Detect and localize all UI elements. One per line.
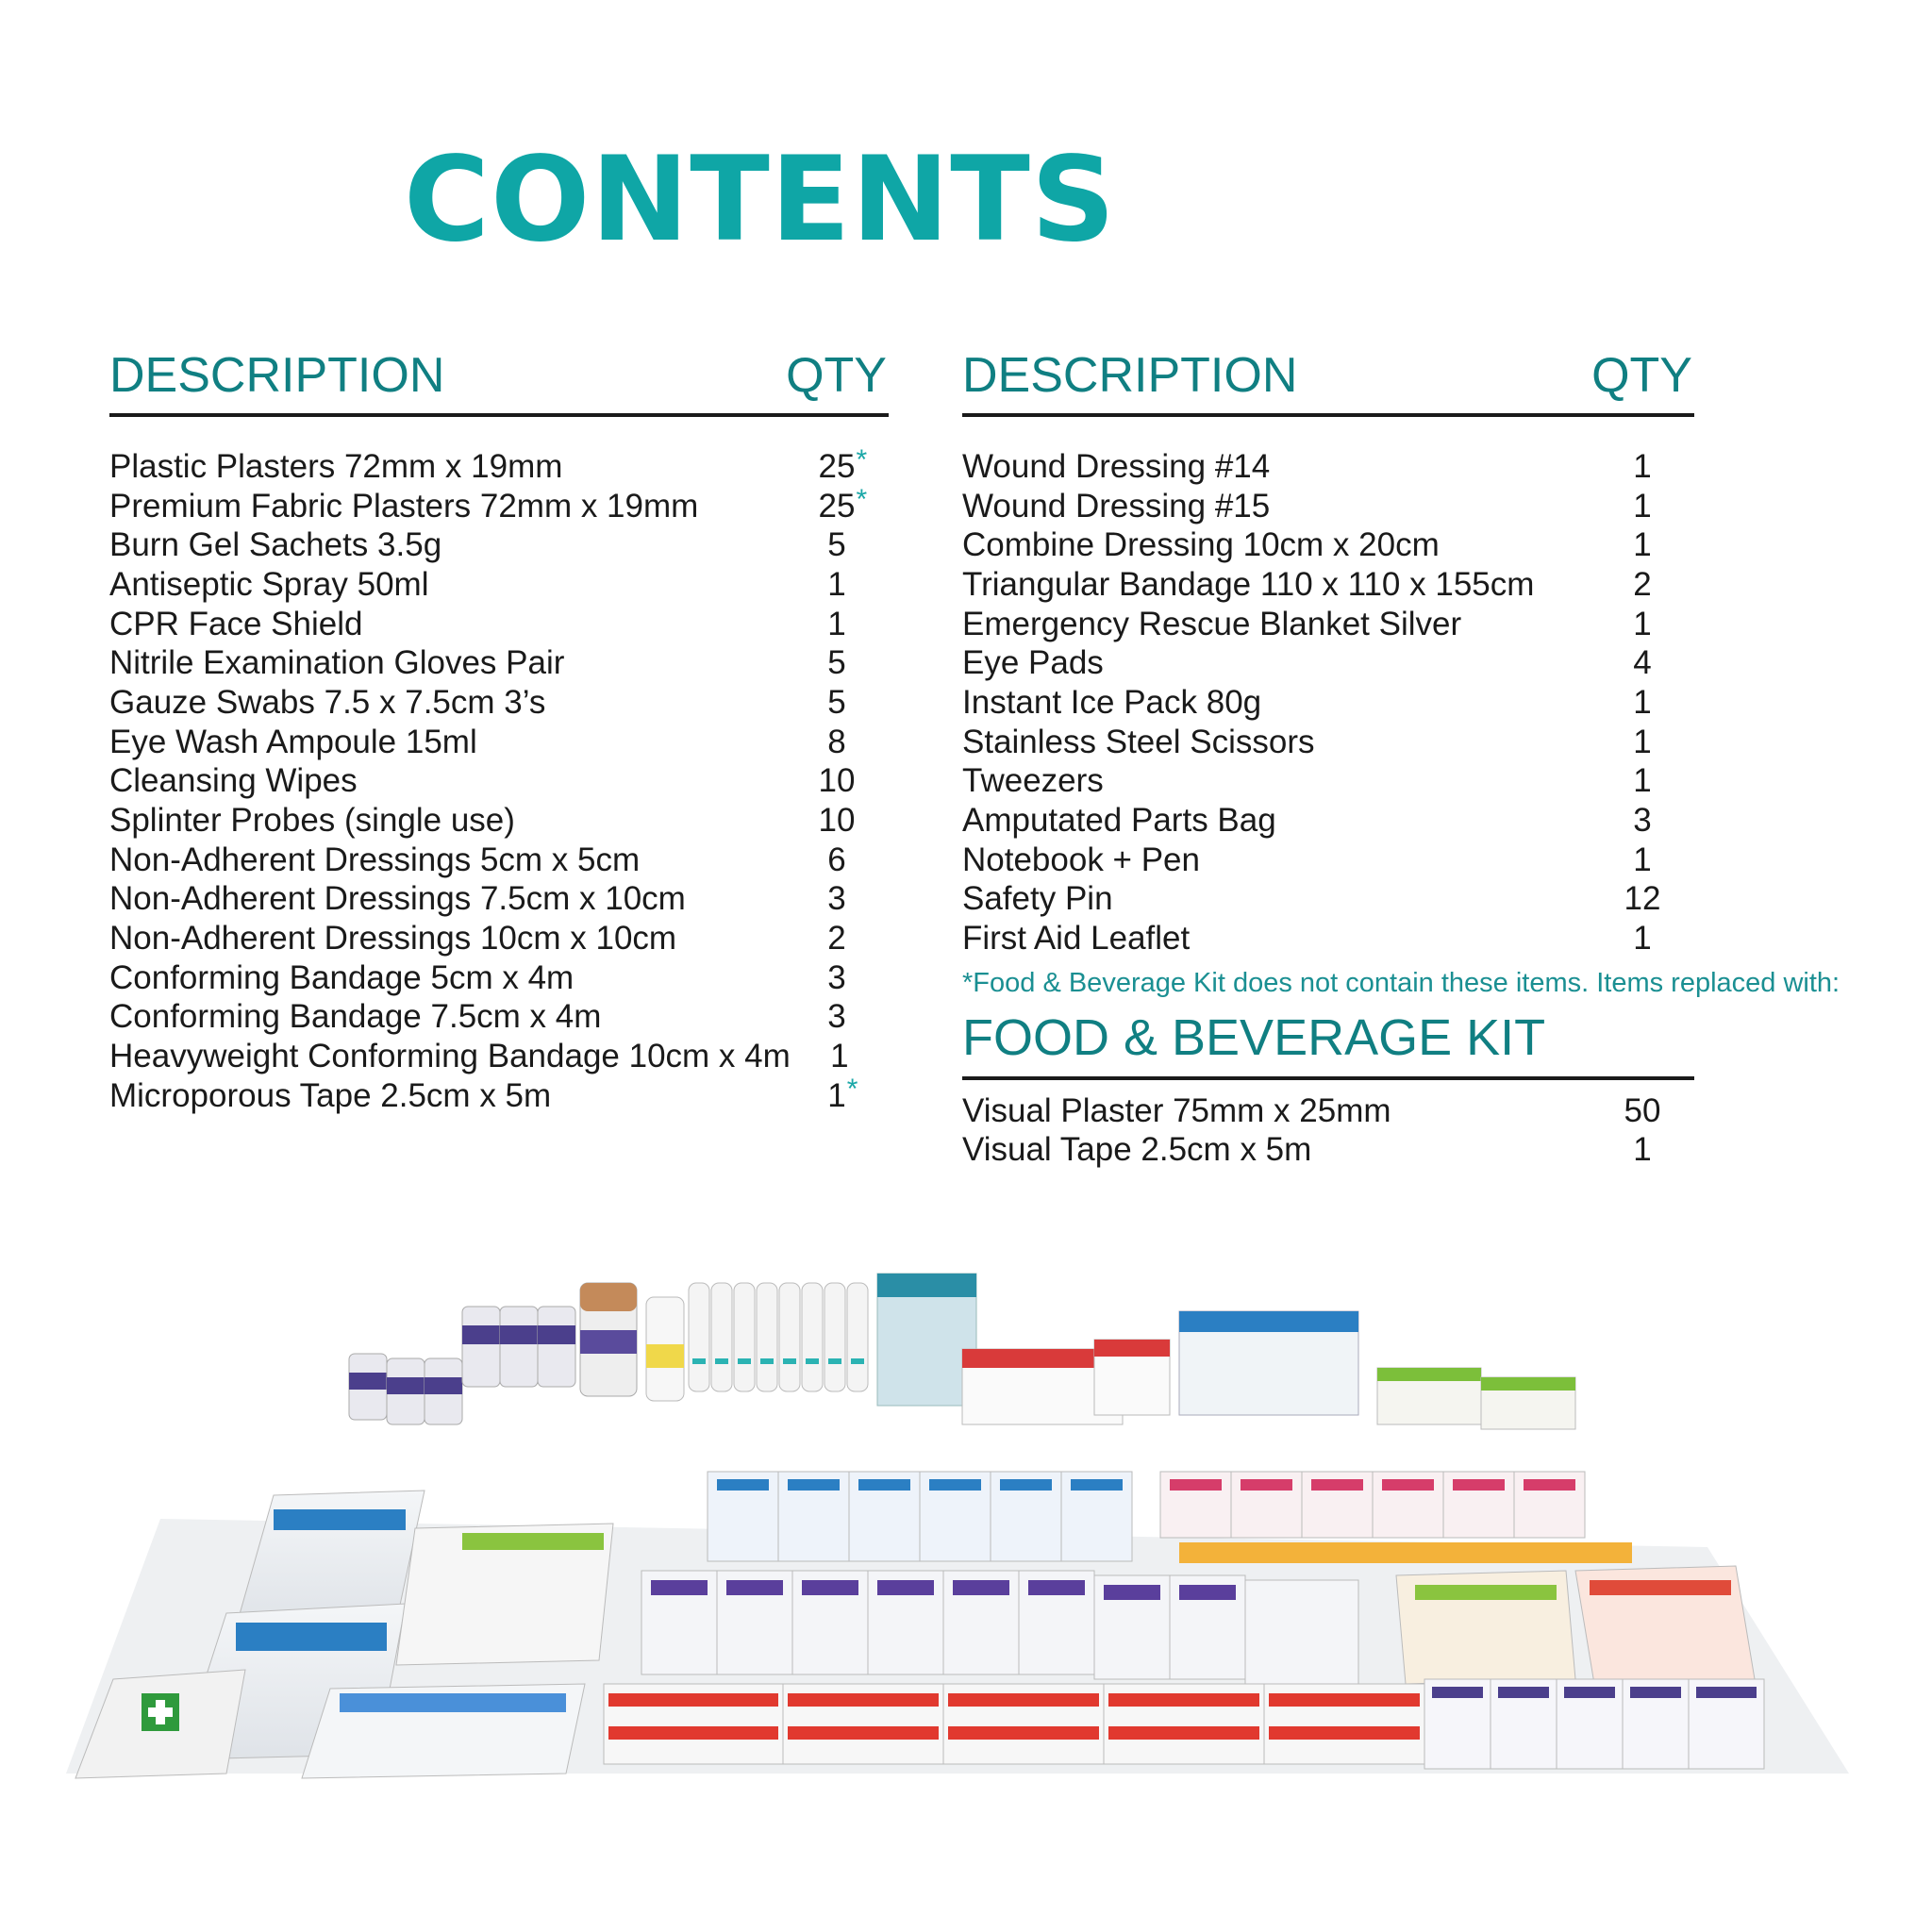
qty-value: 5 [827,526,846,564]
qty-value: 1 [1633,526,1652,564]
description-header: DESCRIPTION [962,348,1298,403]
table-row [962,723,1694,762]
item-qty [785,724,889,761]
item-qty [1591,644,1694,682]
table-row [109,958,889,998]
item-description: First Aid Leaflet [962,920,1191,958]
item-qty [1591,448,1694,486]
item-qty [1591,684,1694,722]
item-qty [785,802,889,840]
qty-value: 2 [1633,565,1652,603]
item-description: Triangular Bandage 110 x 110 x 155cm [962,565,1535,603]
item-description: Non-Adherent Dressings 7.5cm x 10cm [109,880,686,918]
item-description: Burn Gel Sachets 3.5g [109,526,442,564]
item-description: Eye Wash Ampoule 15ml [109,723,477,760]
table-row [109,919,889,958]
item-description: Conforming Bandage 7.5cm x 4m [109,998,602,1036]
table-row [109,841,889,880]
food-beverage-table-body [962,1091,1694,1170]
item-description: Stainless Steel Scissors [962,723,1315,760]
item-description: Instant Ice Pack 80g [962,683,1262,721]
table-row [962,1091,1694,1131]
item-description: Plastic Plasters 72mm x 19mm [109,447,563,485]
item-qty [1591,1131,1694,1169]
table-row [109,723,889,762]
item-qty [785,841,889,879]
item-description: Safety Pin [962,880,1113,918]
qty-value: 25 [818,487,856,525]
qty-value: 5 [827,683,846,721]
table-row [962,565,1694,605]
asterisk-marker: * [846,1073,858,1105]
item-description: Gauze Swabs 7.5 x 7.5cm 3’s [109,683,546,721]
item-qty [785,566,889,604]
item-qty [785,998,889,1036]
item-qty [785,920,889,958]
qty-value: 1 [1633,841,1652,878]
item-qty [1591,526,1694,564]
qty-value: 1 [827,605,846,642]
item-qty [791,1038,889,1075]
item-qty [785,1073,889,1115]
item-qty [1591,488,1694,525]
item-qty [1591,920,1694,958]
table-row [109,605,889,644]
first-aid-kit-contents-photo [57,1264,1849,1792]
item-description: Non-Adherent Dressings 10cm x 10cm [109,920,677,958]
item-qty [785,483,889,525]
table-row [962,683,1694,723]
food-beverage-kit-title: FOOD & BEVERAGE KIT [962,1012,1694,1080]
table-row [109,801,889,841]
item-qty [785,959,889,997]
item-qty [785,684,889,722]
qty-value: 1 [1633,762,1652,800]
table-row [962,1131,1694,1171]
item-description: Notebook + Pen [962,841,1200,878]
qty-value: 4 [1633,644,1652,682]
item-description: Splinter Probes (single use) [109,802,515,840]
table-row [109,483,889,526]
item-description: Wound Dressing #15 [962,487,1271,525]
item-qty [785,526,889,564]
table-row [109,1037,889,1076]
table-header [109,348,889,417]
qty-value: 1 [827,565,846,603]
table-row [962,841,1694,880]
jar-group [349,1283,637,1424]
qty-value: 5 [827,644,846,682]
item-qty [1591,1092,1694,1130]
qty-value: 1 [827,1076,846,1114]
qty-value: 1 [1633,605,1652,642]
qty-value: 6 [827,841,846,878]
asterisk-marker: * [856,483,868,515]
item-description: Non-Adherent Dressings 5cm x 5cm [109,841,641,878]
right-contents-table [962,348,1840,1170]
item-description: Premium Fabric Plasters 72mm x 19mm [109,487,699,525]
item-qty [1591,566,1694,604]
table-row [109,1073,889,1116]
qty-header: QTY [1591,348,1692,403]
qty-value: 1 [1633,920,1652,958]
qty-value: 50 [1624,1091,1661,1129]
item-qty [1591,762,1694,800]
item-qty [1591,606,1694,643]
item-qty [1591,802,1694,840]
qty-value: 3 [827,880,846,918]
qty-value: 1 [1633,683,1652,721]
item-qty [785,644,889,682]
description-header: DESCRIPTION [109,348,445,403]
item-description: CPR Face Shield [109,605,363,642]
item-description: Microporous Tape 2.5cm x 5m [109,1076,552,1114]
item-description: Visual Tape 2.5cm x 5m [962,1131,1312,1169]
item-description: Emergency Rescue Blanket Silver [962,605,1462,642]
item-qty [1591,724,1694,761]
table-row [109,880,889,920]
qty-value: 1 [1633,723,1652,760]
table-row [962,919,1694,958]
table-body [109,443,889,1116]
item-description: Amputated Parts Bag [962,802,1276,840]
item-description: Conforming Bandage 5cm x 4m [109,958,575,996]
qty-value: 1 [1633,447,1652,485]
item-qty [785,880,889,918]
table-row [962,525,1694,565]
table-row [962,643,1694,683]
item-description: Visual Plaster 75mm x 25mm [962,1091,1391,1129]
table-row [962,605,1694,644]
item-qty [785,443,889,486]
qty-value: 3 [827,998,846,1036]
table-row [962,447,1694,487]
table-header [962,348,1694,417]
left-contents-table [109,348,889,1116]
table-row [962,801,1694,841]
item-description: Wound Dressing #14 [962,447,1271,485]
table-row [962,487,1694,526]
qty-value: 10 [818,802,856,840]
item-description: Combine Dressing 10cm x 20cm [962,526,1440,564]
table-row [962,762,1694,802]
item-description: Tweezers [962,762,1104,800]
table-body [962,447,1694,958]
qty-value: 1 [830,1038,849,1075]
item-description: Cleansing Wipes [109,762,358,800]
item-description: Eye Pads [962,644,1104,682]
qty-value: 3 [1633,802,1652,840]
qty-value: 25 [818,447,856,485]
table-row [109,525,889,565]
table-row [109,998,889,1038]
table-row [109,643,889,683]
table-row [109,565,889,605]
item-qty [1591,841,1694,879]
qty-value: 1 [1633,1131,1652,1169]
table-row [109,762,889,802]
item-qty [1591,880,1694,918]
item-description: Nitrile Examination Gloves Pair [109,644,565,682]
qty-value: 1 [1633,487,1652,525]
qty-value: 2 [827,920,846,958]
table-row [962,880,1694,920]
asterisk-marker: * [856,443,868,475]
item-description: Antiseptic Spray 50ml [109,565,429,603]
qty-value: 12 [1624,880,1661,918]
qty-value: 10 [818,762,856,800]
item-description: Heavyweight Conforming Bandage 10cm x 4m [109,1038,791,1075]
item-qty [785,762,889,800]
table-row [109,683,889,723]
item-qty [785,606,889,643]
qty-value: 8 [827,723,846,760]
footnote: *Food & Beverage Kit does not contain these items. Items replaced with: [962,967,1840,998]
qty-value: 3 [827,958,846,996]
qty-header: QTY [786,348,887,403]
page-title: CONTENTS [404,132,1117,268]
table-row [109,443,889,487]
